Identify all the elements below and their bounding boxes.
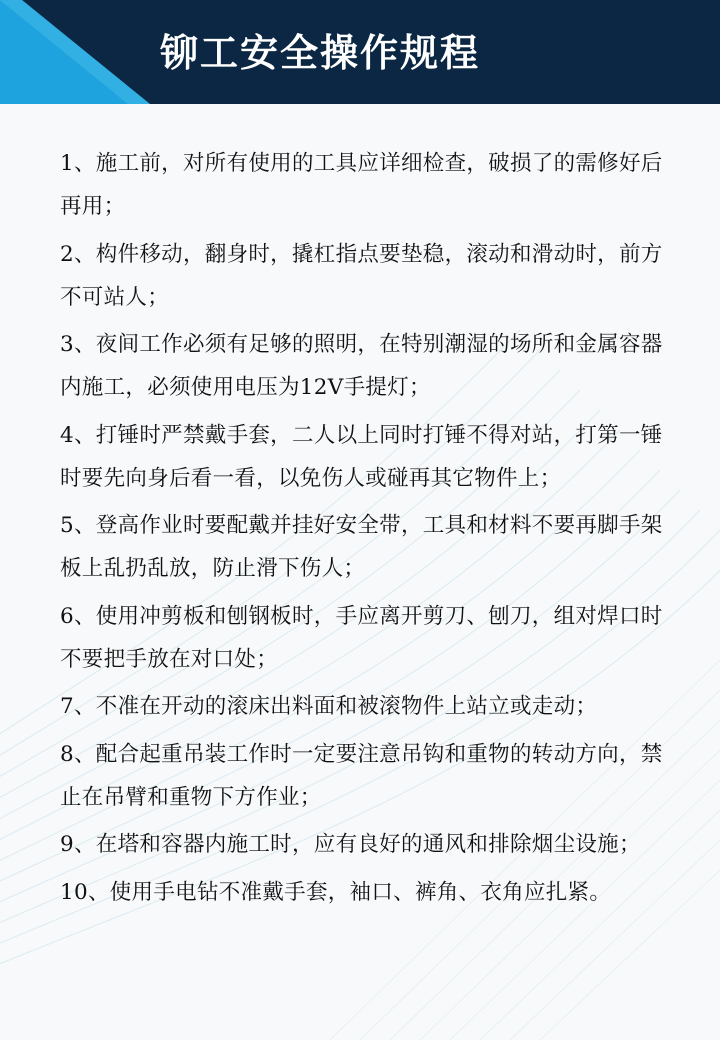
list-item: 6、使用冲剪板和刨钢板时，手应离开剪刀、刨刀，组对焊口时不要把手放在对口处； bbox=[60, 603, 663, 672]
list-item: 10、使用手电钻不准戴手套，袖口、裤角、衣角应扎紧。 bbox=[60, 879, 612, 905]
list-item: 9、在塔和容器内施工时，应有良好的通风和排除烟尘设施； bbox=[60, 832, 641, 857]
list-item: 7、不准在开动的滚床出料面和被滚物件上站立或走动； bbox=[60, 694, 598, 719]
list-item: 5、登高作业时要配戴并挂好安全带，工具和材料不要再脚手架板上乱扔乱放，防止滑下伤人； bbox=[60, 513, 663, 581]
page-title: 铆工安全操作规程 bbox=[160, 31, 481, 75]
list-item: 3、夜间工作必须有足够的照明，在特别潮湿的场所和金属容器内施工，必须使用电压为12V手提灯； bbox=[60, 332, 663, 400]
list-item: 2、构件移动，翻身时，撬杠指点要垫稳，滚动和滑动时，前方不可站人； bbox=[60, 241, 663, 310]
list-item: 8、配合起重吊装工作时一定要注意吊钩和重物的转动方向，禁止在吊臂和重物下方作业； bbox=[60, 741, 663, 810]
rules-list bbox=[60, 142, 680, 918]
header-banner bbox=[0, 0, 720, 104]
list-item: 1、施工前，对所有使用的工具应详细检查，破损了的需修好后再用； bbox=[60, 151, 663, 219]
list-item: 4、打锤时严禁戴手套，二人以上同时打锤不得对站，打第一锤时要先向身后看一看，以免伤人或碰再其它物件上； bbox=[60, 422, 663, 491]
